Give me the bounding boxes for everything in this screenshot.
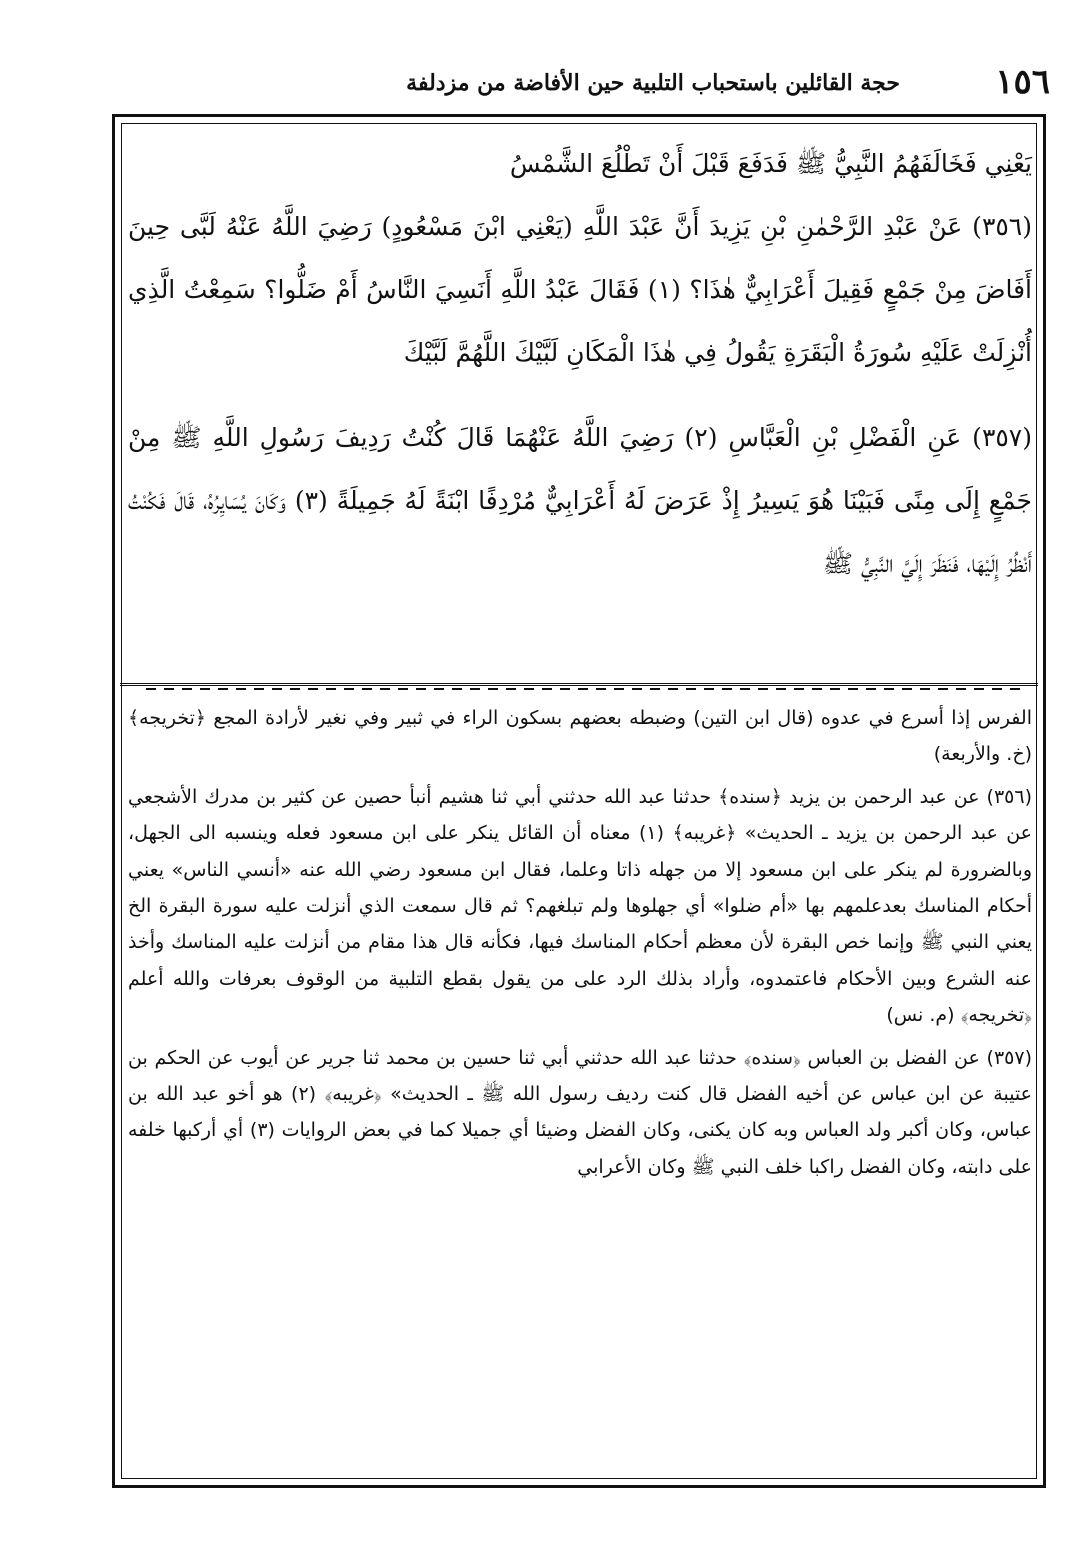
running-title: حجة القائلين باستحباب التلبية حين الأفاضة من مزدلفة [406,70,900,96]
hadith-paragraph: (٣٥٧) عَنِ الْفَضْلِ بْنِ الْعَبَّاسِ (٢) رَضِيَ اللَّهُ عَنْهُمَا قَالَ كُنْتُ رَدِيفَ رَسُولِ اللَّهِ ﷺ مِنْ جَمْعٍ إِلَى مِنًى فَبَيْنَا هُوَ يَسِيرُ إِذْ عَرَضَ لَهُ أَعْرَابِيٌّ مُرْدِفًا ابْنَةً لَهُ جَمِيلَةً (٣) وَكَانَ يُسَايِرُهُ، قَالَ فَكُنْتُ أَنْظُرُ إِلَيْهَا، فَنَظَرَ إِلَيَّ النَّبِيُّ ﷺ [128,423,1032,578]
footnote-paragraph: (٣٥٧) عن الفضل بن العباس ﴿سنده﴾ حدثنا عبد الله حدثني أبي ثنا حسين بن محمد ثنا جرير عن أيوب عن الحكم بن عتيبة عن ابن عباس عن أخيه الفضل قال كنت رديف رسول الله ﷺ ـ الحديث» ﴿غريبه﴾ (٢) هو أخو عبد الله بن عباس، وكان أكبر ولد العباس وبه كان يكنى، وكان الفضل وضيئا أي جميلا كما في بعض الروايات (٣) أي أركبها خلفه على دابته، وكان الفضل راكبا خلف النبي ﷺ وكان الأعرابي [128,1046,1032,1178]
footnote-paragraph: (٣٥٦) عن عبد الرحمن بن يزيد ﴿سنده﴾ حدثنا عبد الله حدثني أبي ثنا هشيم أنبأ حصين عن كثير بن مدرك الأشجعي عن عبد الرحمن بن يزيد ـ الحديث» ﴿غريبه﴾ (١) معناه أن القائل ينكر على ابن مسعود فعله وينسبه الى الجهل، وبالضرورة لم ينكر على ابن مسعود إلا من جهله ذاتا وعلما، فقال ابن مسعود رضي الله عنه «أنسي الناس» يعني أحكام المناسك بعدعلمهم بها «أم ضلوا» أي جهلوها ولم تبلغهم؟ ثم قال سمعت الذي أنزلت عليه سورة البقرة الخ يعني النبي ﷺ وإنما خص البقرة لأن معظم أحكام المناسك فيها، فكأنه قال هذا مقام من أنزلت عليه المناسك وأخذ عنه الشرع وبين الأحكام فاعتمدوه، وأراد بذلك الرد على من يقول بقطع التلبية من الوقوف بعرفات والله أعلم ﴿تخريجه﴾ (م. نس) [128,785,1032,1027]
section-divider-ornament [140,688,1020,690]
footnotes [128,700,1032,1185]
page-header [120,62,1050,110]
hadith-paragraph: يَعْنِي فَخَالَفَهُمُ النَّبِيُّ ﷺ فَدَفَعَ قَبْلَ أَنْ تَطْلُعَ الشَّمْسُ [509,149,1032,178]
section-divider [120,683,1038,686]
hadith-text [128,132,1032,595]
footnote-paragraph: الفرس إذا أسرع في عدوه (قال ابن التين) وضبطه بعضهم بسكون الراء في ثبير وفي نغير لأرادة المجع ﴿تخريجه﴾ (خ. والأربعة) [128,707,1032,766]
hadith-paragraph: (٣٥٦) عَنْ عَبْدِ الرَّحْمٰنِ بْنِ يَزِيدَ أَنَّ عَبْدَ اللَّهِ (يَعْنِي ابْنَ مَسْعُودٍ) رَضِيَ اللَّهُ عَنْهُ لَبَّى حِينَ أَفَاضَ مِنْ جَمْعٍ فَقِيلَ أَعْرَابِيٌّ هٰذَا؟ (١) فَقَالَ عَبْدُ اللَّهِ أَنَسِيَ النَّاسُ أَمْ ضَلُّوا؟ سَمِعْتُ الَّذِي أُنْزِلَتْ عَلَيْهِ سُورَةُ الْبَقَرَةِ يَقُولُ فِي هٰذَا الْمَكَانِ لَبَّيْكَ اللَّهُمَّ لَبَّيْكَ [128,212,1032,367]
page-number: ١٥٦ [995,62,1050,102]
